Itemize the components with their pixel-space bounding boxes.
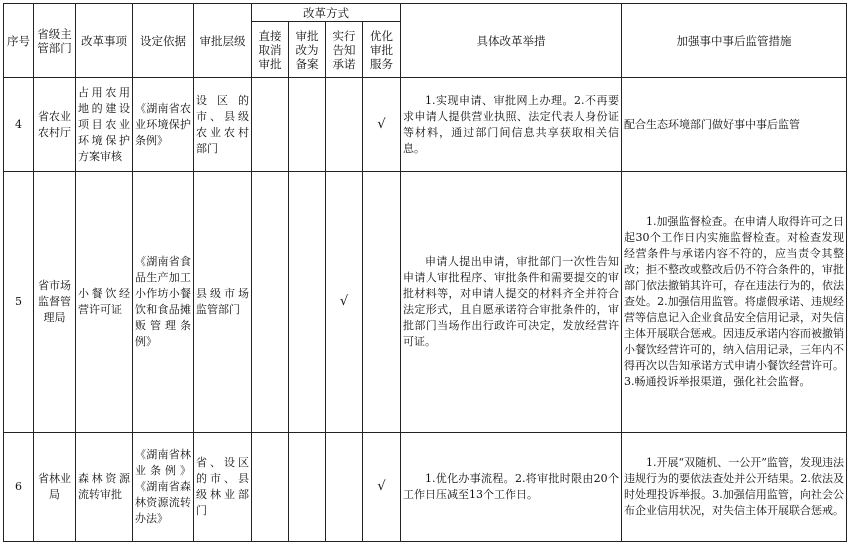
row-mode-cancel bbox=[252, 78, 289, 172]
header-basis: 设定依据 bbox=[133, 4, 194, 78]
row-seq: 4 bbox=[4, 78, 34, 172]
header-measures: 具体改革举措 bbox=[401, 4, 622, 78]
header-mode: 改革方式 bbox=[252, 4, 401, 22]
row-mode-record bbox=[289, 433, 326, 542]
row-supervision: 1.加强监督检查。在申请人取得许可之日起30个工作日内实施监督检查。对检查发现经营条件与承诺内容不符的，应当责令其整改；拒不整改或整改后仍不符合条件的，审批部门依法撤销其许可，存在违法行为的，依法查处。2.加强信用监管。将虚假承诺、违规经营等信息记入企业食品安全信用记录，对失信主体开展联合惩戒。因违反承诺内容而被撤销小餐饮经营许可的，纳入信用记录，三年内不得再次以告知承诺方式申请小餐饮经营许可。3.畅通投诉举报渠道，强化社会监督。 bbox=[622, 172, 847, 433]
row-mode-notify: √ bbox=[326, 172, 363, 433]
row-mode-cancel bbox=[252, 172, 289, 433]
row-basis: 《湖南省食品生产加工小作坊小餐饮和食品摊贩管理条例》 bbox=[133, 172, 194, 433]
header-mode-notify: 实行告知承诺 bbox=[326, 22, 363, 78]
row-mode-cancel bbox=[252, 433, 289, 542]
row-mode-notify bbox=[326, 78, 363, 172]
header-mode-optimize: 优化审批服务 bbox=[363, 22, 401, 78]
row-dept: 省林业局 bbox=[34, 433, 76, 542]
document-page bbox=[3, 3, 847, 542]
header-seq: 序号 bbox=[4, 4, 34, 78]
row-supervision: 1.开展“双随机、一公开”监管，发现违法违规行为的要依法查处并公开结果。2.依法及时处理投诉举报。3.加强信用监管，向社会公布企业信用状况，对失信主体开展联合惩戒。 bbox=[622, 433, 847, 542]
table-row bbox=[4, 78, 847, 172]
row-measures: 申请人提出申请，审批部门一次性告知申请人审批程序、审批条件和需要提交的审批材料等，对申请人提交的材料齐全并符合法定形式，且自愿承诺符合审批条件的，审批部门当场作出行政许可决定，发放经营许可证。 bbox=[401, 172, 622, 433]
row-mode-optimize bbox=[363, 172, 401, 433]
row-basis: 《湖南省农业环境保护条例》 bbox=[133, 78, 194, 172]
row-mode-record bbox=[289, 172, 326, 433]
row-dept: 省农业农村厅 bbox=[34, 78, 76, 172]
header-dept: 省级主管部门 bbox=[34, 4, 76, 78]
row-level: 县级市场监管部门 bbox=[194, 172, 252, 433]
row-seq: 5 bbox=[4, 172, 34, 433]
header-level: 审批层级 bbox=[194, 4, 252, 78]
row-level: 省、设区的市、县级林业部门 bbox=[194, 433, 252, 542]
row-supervision: 配合生态环境部门做好事中事后监管 bbox=[622, 78, 847, 172]
header-supervision: 加强事中事后监管措施 bbox=[622, 4, 847, 78]
header-item: 改革事项 bbox=[76, 4, 133, 78]
row-seq: 6 bbox=[4, 433, 34, 542]
header-mode-cancel: 直接取消审批 bbox=[252, 22, 289, 78]
row-mode-optimize: √ bbox=[363, 433, 401, 542]
row-basis: 《湖南省林业条例》《湖南省森林资源流转办法》 bbox=[133, 433, 194, 542]
row-dept: 省市场监督管理局 bbox=[34, 172, 76, 433]
reform-table bbox=[3, 3, 847, 542]
row-mode-record bbox=[289, 78, 326, 172]
row-measures: 1.实现申请、审批网上办理。2.不再要求申请人提供营业执照、法定代表人身份证等材料，通过部门间信息共享获取相关信息。 bbox=[401, 78, 622, 172]
row-item: 森林资源流转审批 bbox=[76, 433, 133, 542]
row-item: 占用农用地的建设项目农业环境保护方案审核 bbox=[76, 78, 133, 172]
table-header bbox=[4, 4, 847, 78]
table-row bbox=[4, 172, 847, 433]
table-row bbox=[4, 433, 847, 542]
row-mode-optimize: √ bbox=[363, 78, 401, 172]
row-mode-notify bbox=[326, 433, 363, 542]
header-mode-record: 审批改为备案 bbox=[289, 22, 326, 78]
row-item: 小餐饮经营许可证 bbox=[76, 172, 133, 433]
row-measures: 1.优化办事流程。2.将审批时限由20个工作日压减至13个工作日。 bbox=[401, 433, 622, 542]
row-level: 设区的市、县级农业农村部门 bbox=[194, 78, 252, 172]
